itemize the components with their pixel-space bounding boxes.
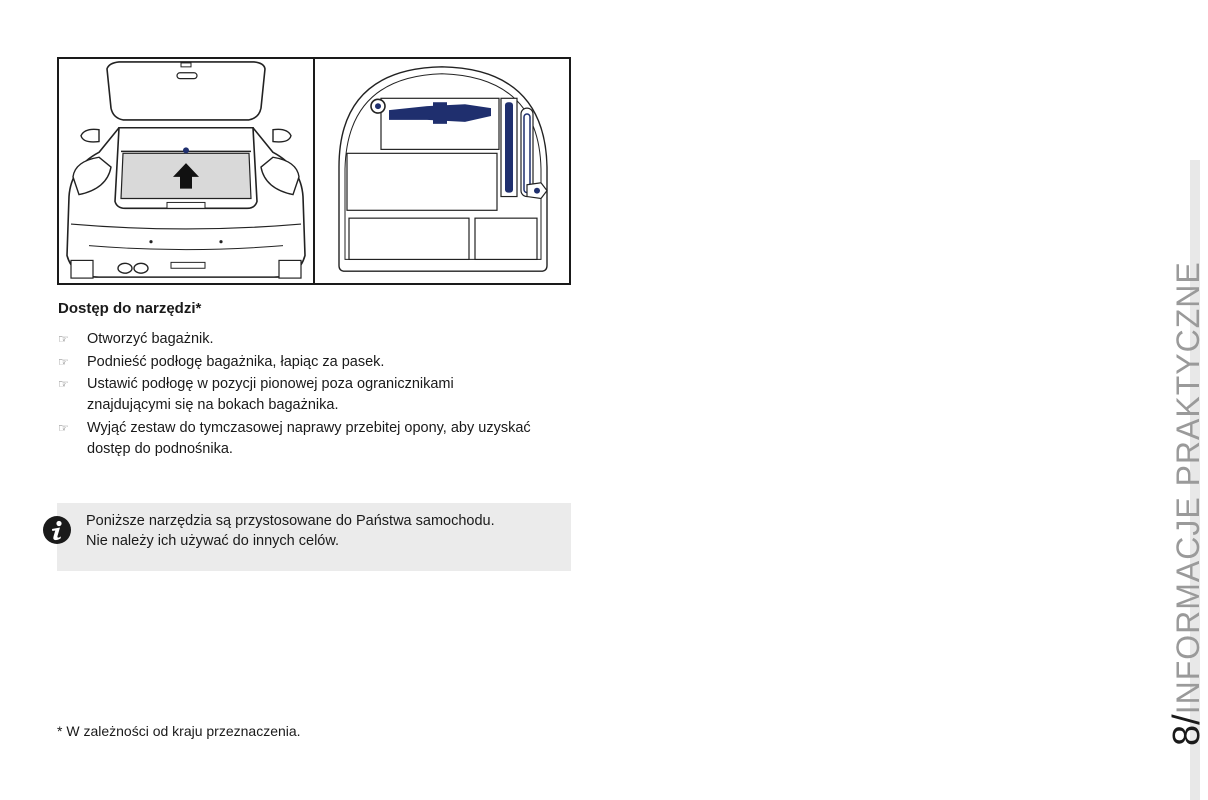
step-text: Otworzyć bagażnik. xyxy=(87,331,214,347)
illustration-frame xyxy=(57,57,571,285)
info-icon xyxy=(42,515,72,545)
pointing-hand-icon: ☞ xyxy=(58,332,69,346)
step-text: Wyjąć zestaw do tymczasowej naprawy przebitej opony, aby uzyskać dostęp do podnośnika. xyxy=(87,419,531,457)
step-text: Ustawić podłogę w pozycji pionowej poza ogranicznikami znajdującymi się na bokach bagażnika. xyxy=(87,376,454,413)
info-note xyxy=(57,503,571,571)
list-item xyxy=(58,418,538,460)
car-trunk-illustration xyxy=(59,59,313,283)
chapter-title: INFORMACJE PRAKTYCZNE xyxy=(1170,261,1206,715)
steps-list xyxy=(58,329,538,461)
chapter-number: 8/ xyxy=(1166,714,1208,746)
pointing-hand-icon: ☞ xyxy=(58,377,69,391)
info-text-line: Poniższe narzędzia są przystosowane do Państwa samochodu. xyxy=(86,513,495,529)
section-heading: Dostęp do narzędzi* xyxy=(58,300,202,317)
list-item xyxy=(58,329,538,350)
tool-tray-illustration xyxy=(315,59,569,283)
info-text-line: Nie należy ich używać do innych celów. xyxy=(86,533,340,549)
chapter-tab xyxy=(1168,261,1206,746)
list-item xyxy=(58,352,538,373)
step-text: Podnieść podłogę bagażnika, łapiąc za pasek. xyxy=(87,353,385,370)
info-text xyxy=(86,511,556,551)
footnote: * W zależności od kraju przeznaczenia. xyxy=(57,723,301,739)
pointing-hand-icon: ☞ xyxy=(58,420,69,435)
list-item xyxy=(58,374,538,416)
pointing-hand-icon: ☞ xyxy=(58,354,69,369)
